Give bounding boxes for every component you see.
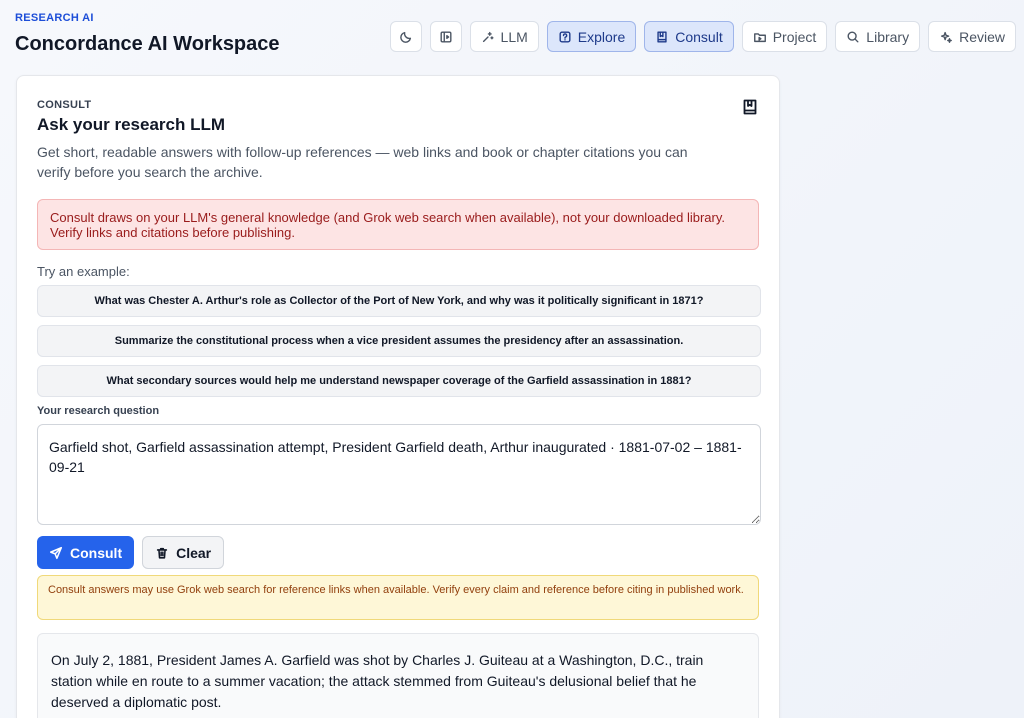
trash-icon	[155, 546, 169, 560]
app-title: Concordance AI Workspace	[15, 33, 280, 55]
tab-llm-label: LLM	[500, 28, 528, 45]
example-list	[37, 285, 759, 397]
section-label: CONSULT	[37, 99, 92, 111]
tab-project-label: Project	[772, 28, 817, 45]
card-title: Ask your research LLM	[37, 115, 226, 134]
tab-library-label: Library	[866, 28, 910, 45]
book-icon	[655, 30, 669, 44]
tab-review-label: Review	[959, 28, 1005, 45]
toolbar	[390, 21, 1016, 52]
clear-button[interactable]	[142, 536, 224, 569]
tab-explore-label: Explore	[577, 28, 626, 45]
clear-button-label: Clear	[176, 544, 212, 561]
try-example-label: Try an example:	[37, 264, 130, 279]
send-icon	[49, 546, 63, 560]
app-eyebrow: RESEARCH AI	[15, 12, 94, 24]
tab-library[interactable]	[835, 21, 920, 52]
question-input[interactable]	[37, 424, 761, 525]
sparkles-icon	[939, 30, 953, 44]
card-description: Get short, readable answers with follow-up references — web links and book or chapter citations you can verify before you search the archive.	[37, 144, 688, 180]
consult-card	[16, 75, 780, 718]
consult-button-label: Consult	[70, 544, 123, 561]
tab-review[interactable]	[928, 21, 1016, 52]
example-button[interactable]: What was Chester A. Arthur's role as Collector of the Port of New York, and why was it politically significant in 1871?	[37, 285, 761, 317]
tab-consult[interactable]	[644, 21, 733, 52]
search-icon	[846, 30, 860, 44]
tab-explore[interactable]	[547, 21, 636, 52]
sparkle-icon	[481, 30, 495, 44]
example-button[interactable]: Summarize the constitutional process when a vice president assumes the presidency after an assassination.	[37, 325, 761, 357]
theme-toggle-button[interactable]	[390, 21, 422, 52]
tab-project[interactable]	[742, 21, 828, 52]
answer-panel: On July 2, 1881, President James A. Garfield was shot by Charles J. Guiteau at a Washington, D.C., train station while en route to a summer vacation; the attack stemmed from Guiteau's delusional belief that he deserved a diplomatic post.	[37, 633, 759, 718]
consult-button[interactable]	[37, 536, 134, 569]
question-icon	[558, 30, 572, 44]
tab-consult-label: Consult	[675, 28, 723, 45]
action-row	[37, 536, 759, 569]
knowledge-warning: Consult draws on your LLM's general knowledge (and Grok web search when available), not your downloaded library. Verify links and citations before publishing.	[37, 199, 759, 250]
question-label: Your research question	[37, 405, 160, 417]
example-button[interactable]: What secondary sources would help me understand newspaper coverage of the Garfield assassination in 1881?	[37, 365, 761, 397]
verification-notice: Consult answers may use Grok web search for reference links when available. Verify every claim and reference before citing in published work.	[37, 575, 759, 620]
tab-llm[interactable]	[470, 21, 539, 52]
sidebar-toggle-button[interactable]	[430, 21, 462, 52]
app-header	[15, 12, 280, 56]
moon-icon	[399, 30, 413, 44]
book-icon	[741, 98, 759, 116]
sidebar-panel-icon	[439, 30, 453, 44]
folder-icon	[753, 30, 767, 44]
